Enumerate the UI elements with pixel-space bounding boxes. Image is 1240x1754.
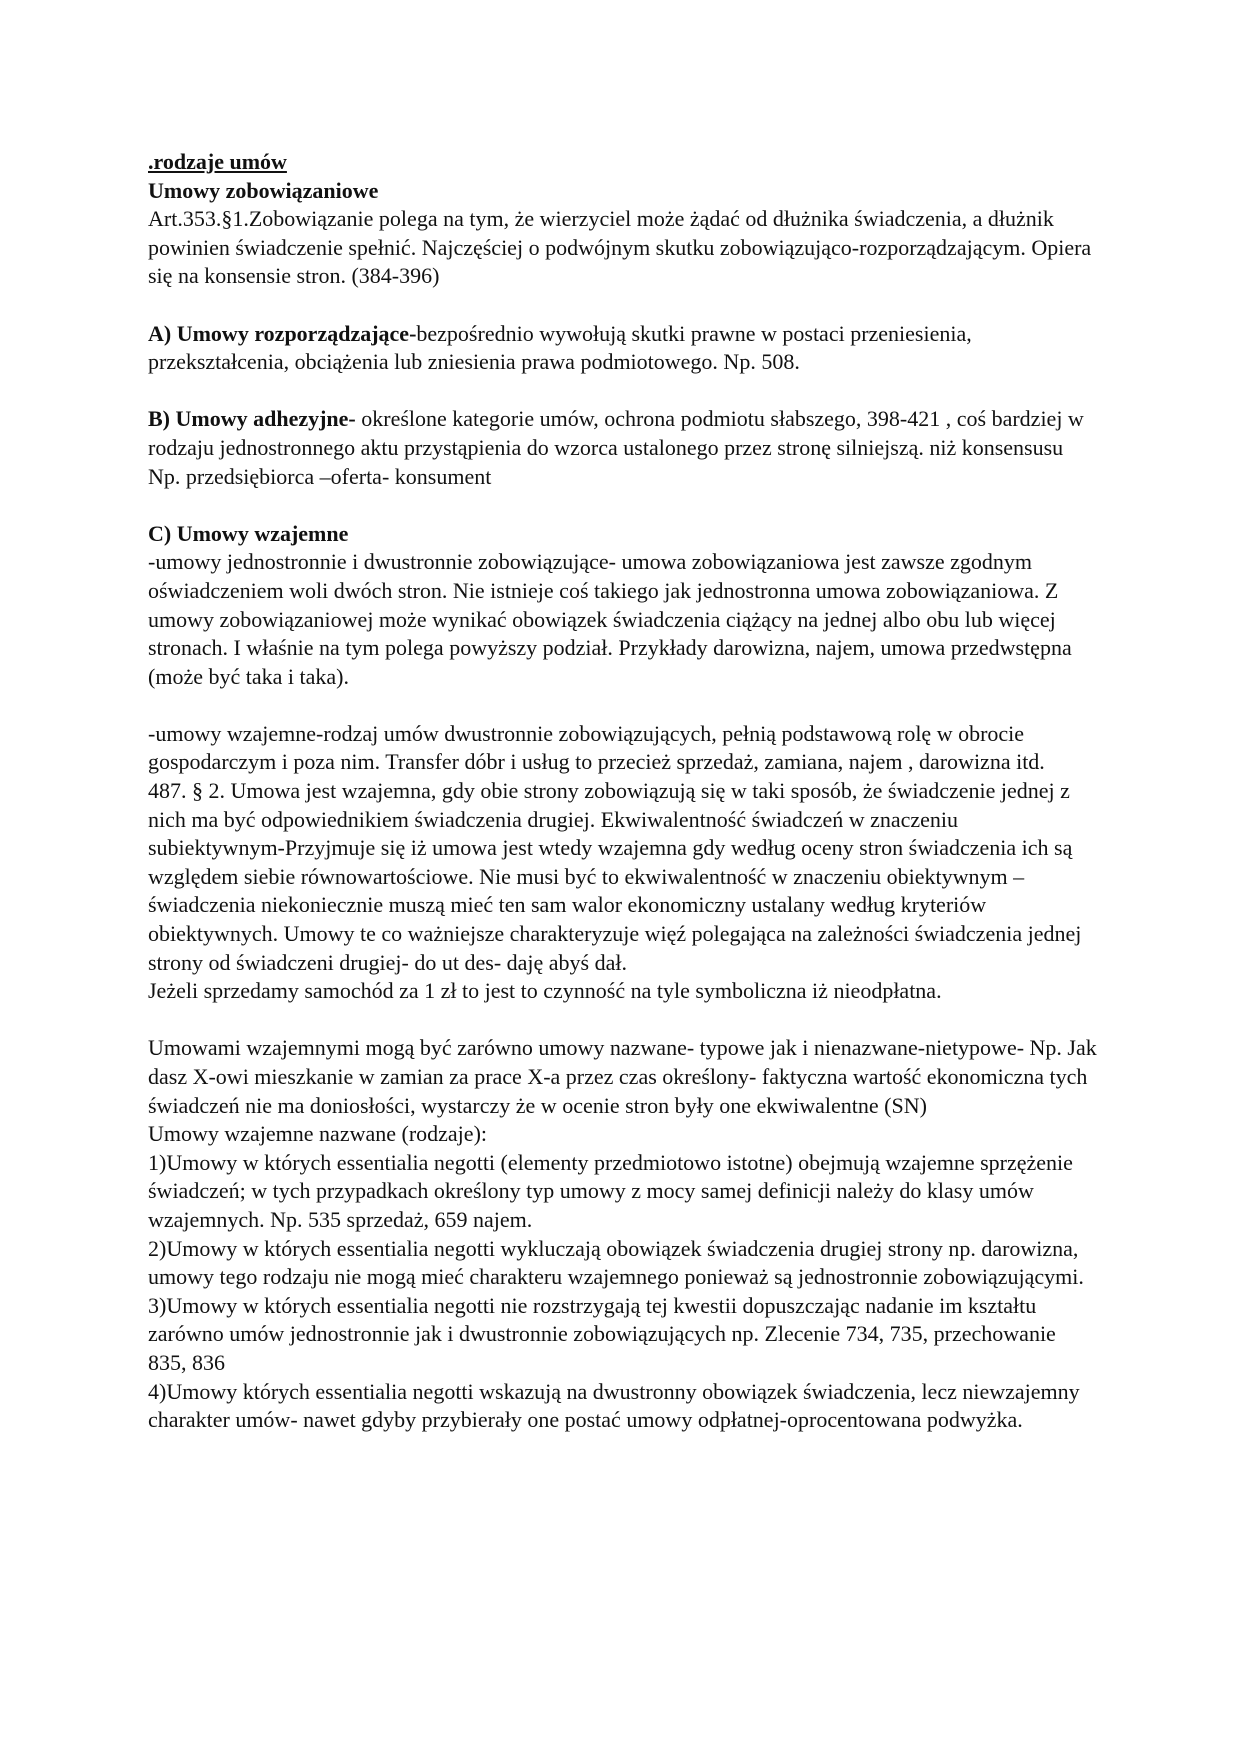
document-subtitle: Umowy zobowiązaniowe — [148, 177, 379, 203]
section-c-paragraph-4: Jeżeli sprzedamy samochód za 1 zł to jest to czynność na tyle symboliczna iż nieodpłatna. — [148, 978, 942, 1004]
spacer — [148, 377, 1098, 406]
section-c-paragraph-3: 487. § 2. Umowa jest wzajemna, gdy obie strony zobowiązują się w taki sposób, że świadczenie jednej z nich ma być odpowiednikiem świadczenia drugiej. Ekwiwalentność świadczeń w znaczeniu subiektywnym-Przyjmuje się iż umowa jest wtedy wzajemna gdy według oceny stron świadczenia ich są względem siebie równowartościowe. Nie musi być to ekwiwalentność w znaczeniu obiektywnym –świadczenia niekoniecznie muszą mieć ten sam walor ekonomiczny ustalany według kryteriów obiektywnych. Umowy te co ważniejsze charakteryzuje więź polegająca na zależności świadczenia jednej strony od świadczeni drugiej- do ut des- daję abyś dał. — [148, 778, 1082, 975]
section-a-paragraph — [148, 320, 1098, 377]
spacer — [148, 491, 1098, 520]
section-b-paragraph — [148, 405, 1098, 491]
list-item: 2)Umowy w których essentialia negotti wykluczają obowiązek świadczenia drugiej strony np. darowizna, umowy tego rodzaju nie mogą mieć charakteru wzajemnego ponieważ są jednostronnie zobowiązującymi. — [148, 1235, 1084, 1290]
list-title: Umowy wzajemne nazwane (rodzaje): — [148, 1121, 488, 1147]
section-a-heading: A) Umowy rozporządzające- — [148, 320, 417, 346]
section-b-heading: B) Umowy adhezyjne- — [148, 406, 356, 432]
spacer — [148, 291, 1098, 320]
list-item: 1)Umowy w których essentialia negotti (elementy przedmiotowo istotne) obejmują wzajemne sprzężenie świadczeń; w tych przypadkach określony typ umowy z mocy samej definicji należy do klasy umów wzajemnych. Np. 535 sprzedaż, 659 najem. — [148, 1149, 1073, 1232]
intro-paragraph: Art.353.§1.Zobowiązanie polega na tym, że wierzyciel może żądać od dłużnika świadczenia, a dłużnik powinien świadczenie spełnić. Najczęściej o podwójnym skutku zobowiązująco-rozporządzającym. Opiera się na konsensie stron. (384-396) — [148, 206, 1092, 289]
section-c-heading: C) Umowy wzajemne — [148, 520, 349, 546]
section-c-paragraph-2: -umowy wzajemne-rodzaj umów dwustronnie zobowiązujących, pełnią podstawową rolę w obrocie gospodarczym i poza nim. Transfer dóbr i usług to przecież sprzedaż, zamiana, najem , darowizna itd. — [148, 720, 1045, 775]
spacer — [148, 1006, 1098, 1035]
section-a-text: bezpośrednio wywołują skutki prawne w postaci przeniesienia, przekształcenia, obciążenia lub zniesienia prawa podmiotowego. Np. 508. — [148, 320, 972, 375]
document-body — [148, 148, 1098, 1435]
section-c-paragraph-1: -umowy jednostronnie i dwustronnie zobowiązujące- umowa zobowiązaniowa jest zawsze zgodnym oświadczeniem woli dwóch stron. Nie istnieje coś takiego jak jednostronna umowa zobowiązaniowa. Z umowy zobowiązaniowej może wynikać obowiązek świadczenia ciążący na jednej albo obu lub więcej stronach. I właśnie na tym polega powyższy podział. Przykłady darowizna, najem, umowa przedwstępna (może być taka i taka). — [148, 549, 1072, 689]
list-item: 3)Umowy w których essentialia negotti nie rozstrzygają tej kwestii dopuszczając nadanie im kształtu zarówno umów jednostronnie jak i dwustronnie zobowiązujących np. Zlecenie 734, 735, przechowanie 835, 836 — [148, 1292, 1056, 1375]
section-c-paragraph-5: Umowami wzajemnymi mogą być zarówno umowy nazwane- typowe jak i nienazwane-nietypowe- Np. Jak dasz X-owi mieszkanie w zamian za prace X-a przez czas określony- faktyczna wartość ekonomiczna tych świadczeń nie ma doniosłości, wystarczy że w ocenie stron były one ekwiwalentne (SN) — [148, 1035, 1097, 1118]
spacer — [148, 691, 1098, 720]
list-item: 4)Umowy których essentialia negotti wskazują na dwustronny obowiązek świadczenia, lecz niewzajemny charakter umów- nawet gdyby przybierały one postać umowy odpłatnej-oprocentowana podwyżka. — [148, 1378, 1080, 1433]
section-b-text: określone kategorie umów, ochrona podmiotu słabszego, 398-421 , coś bardziej w rodzaju jednostronnego aktu przystąpienia do wzorca ustalonego przez stronę silniejszą. niż konsensusu Np. przedsiębiorca –oferta- konsument — [148, 406, 1084, 489]
document-title: .rodzaje umów — [148, 149, 287, 174]
